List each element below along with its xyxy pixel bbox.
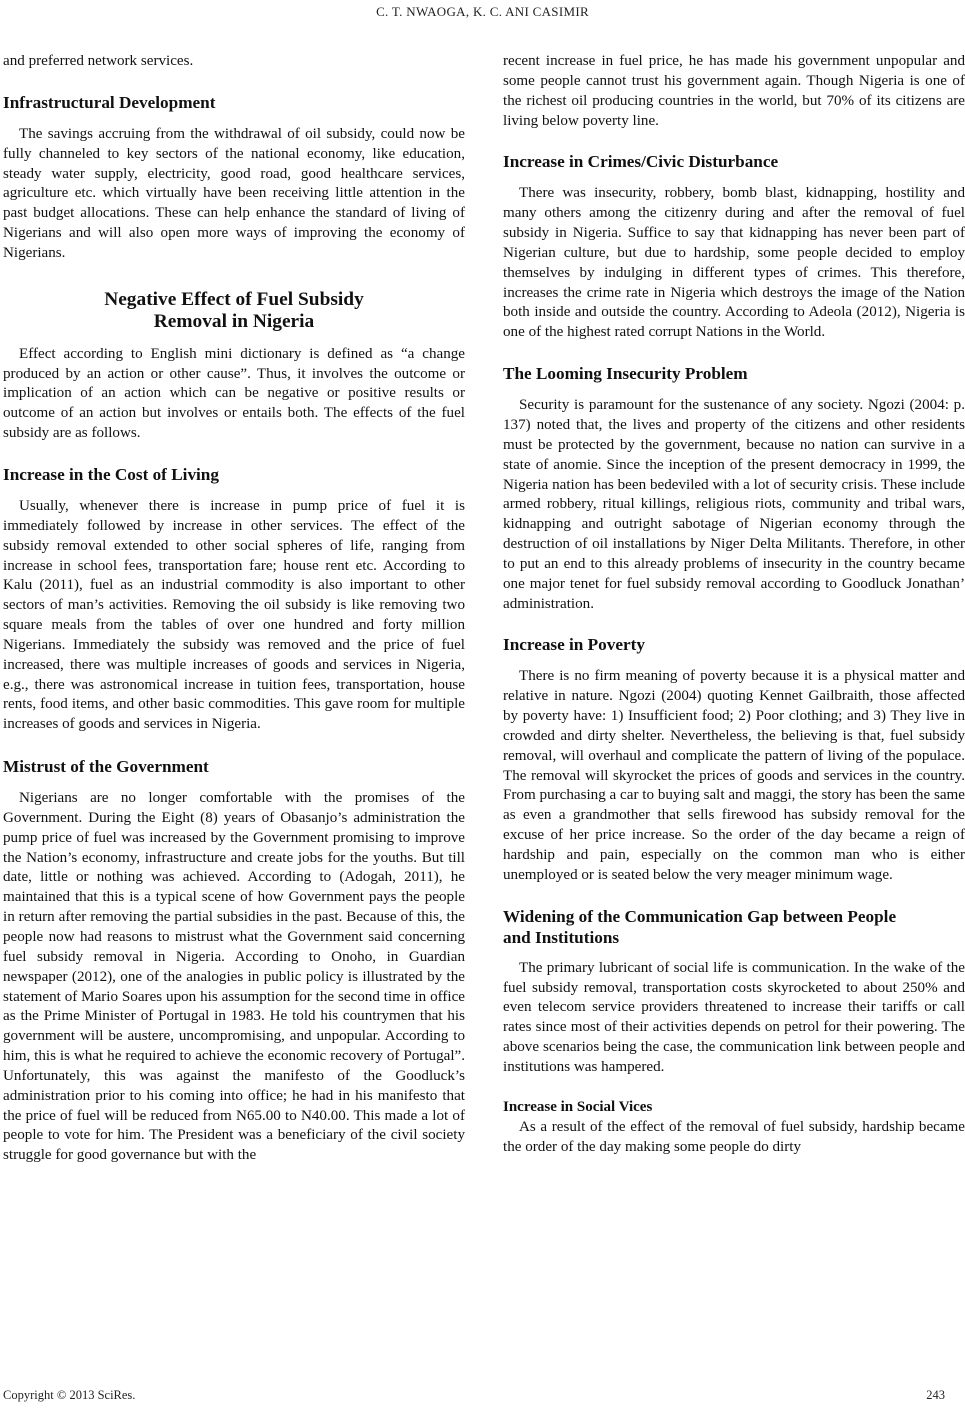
page-number: 243 xyxy=(926,1388,945,1402)
left-column xyxy=(3,52,465,1166)
paragraph: and preferred network services. xyxy=(3,53,194,69)
paragraph: Effect according to English mini dictionary is defined as “a change produced by an action or other cause”. Thus, it involves the outcome or implication of an action which can be negative or positive results or outcome of an action but involves or entails both. The effects of the fuel subsidy are as follows. xyxy=(3,345,465,442)
section-heading xyxy=(3,289,465,333)
paragraph: Security is paramount for the sustenance of any society. Ngozi (2004: p. 137) noted that, the lives and property of the citizens and other residents must be protected by the government, because no nation can survive in a state of anomie. Since the inception of the present democracy in 1999, the Nigeria nation has been bedeviled with a lot of security crisis. These include armed robbery, ritual killings, religious riots, community and tribal wars, kidnapping and outright sabotage of Nigerian economy through the destruction of oil installations by Niger Delta Militants. Therefore, in other to put an end to this already problems of insecurity in the country became one major tenet for fuel subsidy removal according to Goodluck Jonathan’ administration. xyxy=(503,397,965,612)
heading-line: and Institutions xyxy=(503,927,620,947)
paragraph: Nigerians are no longer comfortable with the promises of the Government. During the Eight (8) years of Obasanjo’s administration the pump price of fuel was increased by the Government promising to improve the Nation’s economy, infrastructure and create jobs for the youths. But till date, little or nothing was achieved. According to (Adogah, 2011), he maintained that this is a typical scene of how Government pays the people in return after removing the partial subsidies in the past. Because of this, the people now had reasons to mistrust what the Government said concerning fuel subsidy removal in Nigeria. According to Onoho, in Guardian newspaper (2012), one of the analogies in public policy is illustrated by the statement of Mario Soares upon his assumption for the second time in office as the Prime Minister of Portugal in 1983. He told his countrymen that his government will be austere, uncompromising, and unpopular. According to him, this is what he required to achieve the economic recovery of Portugal”. Unfortunately, this was against the manifesto of the Goodluck’s administration prior to his coming into office; he had in his manifesto that the price of fuel will be reduced from N65.00 to N40.00. This made a lot of people to vote for him. The President was a beneficiary of the civil society struggle for good governance but with the xyxy=(3,790,465,1164)
section-heading: Infrastructural Development xyxy=(3,92,216,112)
paragraph: The savings accruing from the withdrawal of oil subsidy, could now be fully channeled to key sectors of the national economy, like education, steady water supply, electricity, good road, good healthcare services, agriculture etc. which virtually have been receiving little attention in the past budget allocations. These can help enhance the standard of living of Nigerians and will also open more ways of improving the economy of Nigerians. xyxy=(3,125,465,261)
paragraph: There was insecurity, robbery, bomb blast, kidnapping, hostility and many others among the citizenry during and after the removal of fuel subsidy in Nigeria. Suffice to say that kidnapping has never been part of Nigerian culture, but due to hardship, some people decided to employ themselves by indulging in different types of crimes. This therefore, increases the crime rate in Nigeria which destroys the image of the Nation both inside and outside the country. According to Adeola (2012), Nigeria is one of the highest rated corrupt Nations in the World. xyxy=(503,185,965,341)
section-heading: The Looming Insecurity Problem xyxy=(503,364,748,384)
section-heading xyxy=(503,906,965,948)
heading-line: Removal in Nigeria xyxy=(153,310,315,332)
running-head: C. T. NWAOGA, K. C. ANI CASIMIR xyxy=(376,4,589,19)
paragraph: Usually, whenever there is increase in pump price of fuel it is immediately followed by increase in other services. The effect of the subsidy removal extended to other social spheres of life, ranging from increase in school fees, transportation fare; house rent etc. According to Kalu (2011), fuel as an industrial commodity is also important to other sectors of man’s activities. Removing the oil subsidy is like removing two square meals from the tables of over one hundred and forty million Nigerians. Immediately the subsidy was removed and the price of fuel increased, there was multiple increases of goods and services in Nigeria, e.g., there was astronomical increase in tuition fees, transportation, house rents, food items, and other basic commodities. This gave room for multiple increases of goods and services in Nigeria. xyxy=(3,497,465,733)
section-heading: Increase in Crimes/Civic Disturbance xyxy=(503,152,779,172)
subsection-heading: Increase in Social Vices xyxy=(503,1098,653,1115)
section-heading: Increase in the Cost of Living xyxy=(3,464,219,484)
right-column xyxy=(503,52,965,1157)
paragraph: As a result of the effect of the removal of fuel subsidy, hardship became the order of the day making some people do dirty xyxy=(503,1118,965,1155)
paragraph: The primary lubricant of social life is communication. In the wake of the fuel subsidy removal, transportation costs skyrocketed to about 250% and even telecom service providers threatened to increase their tariffs or call rates since most of their activities depends on petrol for their powering. The above scenarios being the case, the communication link between people and institutions was hampered. xyxy=(503,959,965,1075)
section-heading: Increase in Poverty xyxy=(503,635,645,655)
paragraph: There is no firm meaning of poverty because it is a physical matter and relative in nature. Ngozi (2004) quoting Kennet Gailbraith, those affected by poverty have: 1) Insufficient food; 2) Poor clothing; and 3) They live in crowded and dirty shelter. Nevertheless, the believing is that, fuel subsidy removal, will overhaul and complicate the pattern of living of the populace. The removal will skyrocket the prices of goods and services in the country. From purchasing a car to buying salt and maggi, the story has been the same as even a grandmother that sells firewood has subsidy removal for the excuse of her price increase. So the order of the day became a reign of hardship and pain, especially on the common man who is either unemployed or is seated below the very meager minimum wage. xyxy=(503,668,965,883)
heading-line: Negative Effect of Fuel Subsidy xyxy=(104,288,364,310)
paragraph: recent increase in fuel price, he has made his government unpopular and some people cannot trust his government again. Though Nigeria is one of the richest oil producing countries in the world, but 70% of its citizens are living below poverty line. xyxy=(503,53,965,129)
section-heading: Mistrust of the Government xyxy=(3,757,209,777)
footer-copyright: Copyright © 2013 SciRes. xyxy=(3,1388,136,1402)
heading-line: Widening of the Communication Gap between People xyxy=(503,906,897,926)
